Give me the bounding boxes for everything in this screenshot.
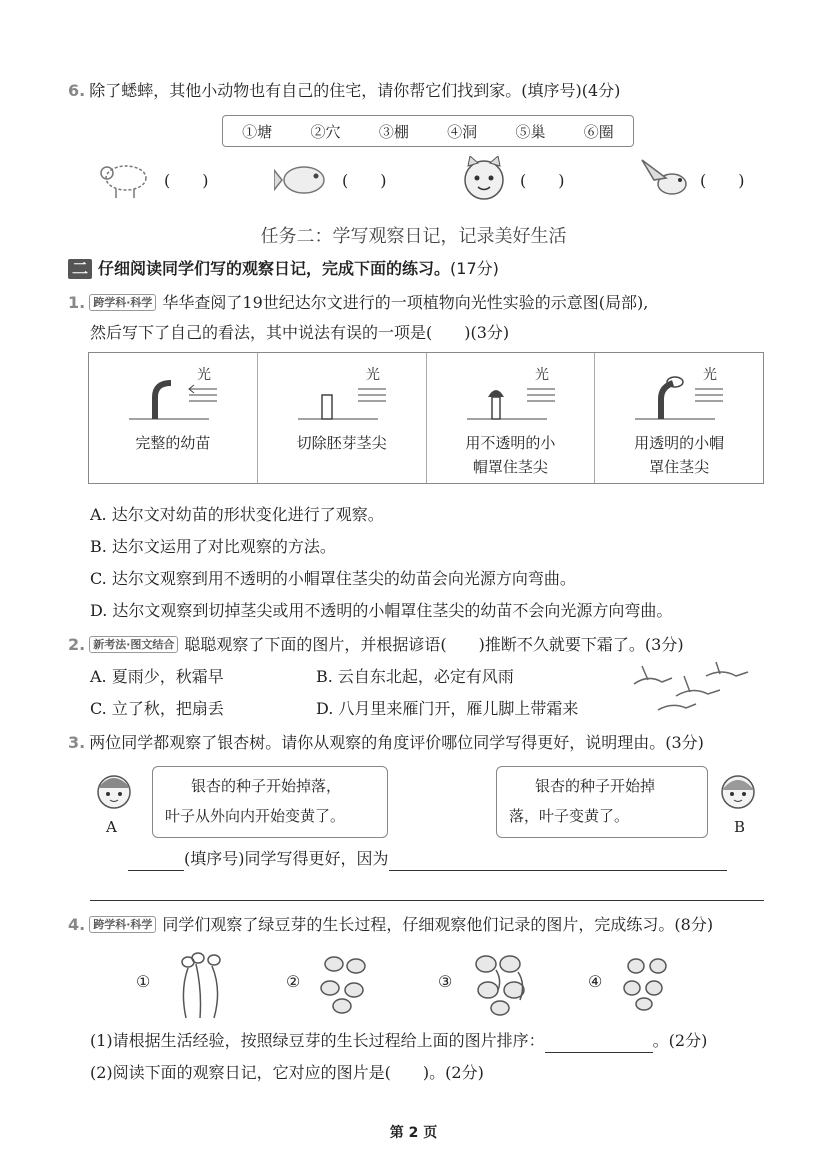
- question-text: 除了蟋蟀，其他小动物也有自己的住宅，请你帮它们找到家。(填序号)(4分): [89, 81, 621, 100]
- bean-sprout-4-icon: [618, 952, 678, 1012]
- s2q2-prompt: [68, 634, 684, 656]
- s2q4-prompt: [68, 914, 713, 936]
- image-label: ①: [136, 972, 151, 991]
- label-b: B: [734, 818, 746, 836]
- q6-prompt: [68, 80, 620, 102]
- speech-bubble-b: [496, 766, 708, 838]
- tiger-icon: [456, 156, 512, 202]
- panel-caption: 切除胚芽茎尖: [296, 434, 387, 452]
- panel-caption: 完整的幼苗: [135, 434, 211, 452]
- experiment-panel: [427, 353, 596, 483]
- option-d: D. 八月里来雁门开，雁儿脚上带霜来: [316, 699, 579, 718]
- seedling-opaque-cap-icon: [457, 361, 567, 427]
- answer-blank[interactable]: [545, 1030, 653, 1053]
- bubble-b-line2: 落，叶子变黄了。: [509, 807, 630, 825]
- image-label: ②: [286, 972, 301, 991]
- question-text: 聪聪观察了下面的图片，并根据谚语( )推断不久就要下霜了。(3分): [184, 635, 684, 654]
- seedling-clear-cap-icon: [625, 361, 735, 427]
- girl-a-avatar: [92, 768, 136, 818]
- option-b: B. 云自东北起，必定有风雨: [316, 667, 514, 686]
- fish-icon: [274, 156, 334, 202]
- s2q4-sub1: [90, 1030, 707, 1053]
- question-number: 6.: [68, 81, 86, 100]
- section-title: 仔细阅读同学们写的观察日记，完成下面的练习。: [98, 259, 451, 278]
- image-label: ③: [438, 972, 453, 991]
- answer-blank[interactable]: [128, 848, 184, 871]
- experiment-diagram: [88, 352, 764, 484]
- option: ⑥圈: [583, 122, 614, 141]
- sub-question-text: (1)请根据生活经验，按照绿豆芽的生长过程给上面的图片排序：: [90, 1031, 545, 1050]
- subject-tag: 跨学科·科学: [89, 294, 156, 311]
- s2q1-line2: 然后写下了自己的看法，其中说法有误的一项是( )(3分): [90, 323, 510, 342]
- option-a: A. 达尔文对幼苗的形状变化进行了观察。: [90, 505, 384, 524]
- answer-blank[interactable]: [389, 848, 727, 871]
- question-number: 3.: [68, 733, 86, 752]
- bird-icon: [636, 156, 694, 202]
- question-text: 两位同学都观察了银杏树。请你从观察的角度评价哪位同学写得更好，说明理由。(3分): [89, 733, 704, 752]
- bean-sprout-3-icon: [468, 950, 538, 1018]
- svg-text:光: 光: [534, 367, 549, 383]
- section-score: (17分): [450, 259, 499, 278]
- option: ③棚: [378, 122, 409, 141]
- speech-bubble-a: [152, 766, 388, 838]
- answer-line[interactable]: [90, 900, 764, 901]
- answer-text: (填序号)同学写得更好，因为: [184, 849, 389, 868]
- option-box: [222, 115, 634, 147]
- answer-paren[interactable]: ( ): [342, 171, 387, 190]
- question-number: 1.: [68, 293, 86, 312]
- option: ①塘: [242, 122, 273, 141]
- bubble-a-line2: 叶子从外向内开始变黄了。: [165, 807, 346, 825]
- page-number: 第 2 页: [389, 1125, 438, 1141]
- label-a: A: [106, 818, 117, 836]
- sheep-icon: [96, 156, 152, 202]
- option: ④洞: [447, 122, 478, 141]
- svg-text:光: 光: [703, 367, 718, 383]
- experiment-panel: [595, 353, 763, 483]
- girl-b-avatar: [716, 768, 760, 818]
- subject-tag: 新考法·图文结合: [89, 636, 178, 653]
- option-c: C. 达尔文观察到用不透明的小帽罩住茎尖的幼苗会向光源方向弯曲。: [90, 569, 576, 588]
- bean-sprout-1-icon: [166, 950, 236, 1020]
- section-header: [68, 258, 499, 280]
- option: ②穴: [310, 122, 341, 141]
- question-number: 2.: [68, 635, 86, 654]
- option-d: D. 达尔文观察到切掉茎尖或用不透明的小帽罩住茎尖的幼苗不会向光源方向弯曲。: [90, 601, 673, 620]
- s2q3-answer-line: [128, 848, 727, 871]
- s2q4-sub2: (2)阅读下面的观察日记，它对应的图片是( )。(2分): [90, 1063, 484, 1082]
- s2q3-prompt: [68, 732, 704, 754]
- light-label: 光: [197, 367, 211, 383]
- question-number: 4.: [68, 915, 86, 934]
- svg-text:光: 光: [365, 367, 380, 383]
- subject-tag: 跨学科·科学: [89, 916, 156, 933]
- experiment-panel: [89, 353, 258, 483]
- answer-paren[interactable]: ( ): [164, 171, 209, 190]
- option: ⑤巢: [515, 122, 546, 141]
- bean-sprout-2-icon: [316, 950, 376, 1016]
- experiment-panel: [258, 353, 427, 483]
- option-b: B. 达尔文运用了对比观察的方法。: [90, 537, 336, 556]
- s2q1-line1: [68, 292, 648, 314]
- seedling-cut-icon: [288, 361, 398, 427]
- sub-question-score: 。(2分): [652, 1031, 708, 1050]
- question-text: 华华查阅了19世纪达尔文进行的一项植物向光性实验的示意图(局部),: [162, 293, 649, 312]
- task-title: 任务二：学写观察日记，记录美好生活: [260, 226, 567, 247]
- answer-paren[interactable]: ( ): [700, 171, 745, 190]
- bubble-a-line1: 银杏的种子开始掉落，: [191, 777, 342, 795]
- seedling-whole-icon: [119, 361, 229, 427]
- answer-paren[interactable]: ( ): [520, 171, 565, 190]
- option-c: C. 立了秋，把扇丢: [90, 699, 224, 718]
- bubble-b-line1: 银杏的种子开始掉: [535, 777, 656, 795]
- image-label: ④: [588, 972, 603, 991]
- panel-caption: 用透明的小帽 罩住茎尖: [634, 434, 725, 476]
- geese-icon: [628, 660, 760, 720]
- option-a: A. 夏雨少，秋霜早: [90, 667, 224, 686]
- panel-caption: 用不透明的小 帽罩住茎尖: [465, 434, 556, 476]
- section-badge: 二: [68, 259, 92, 279]
- question-text: 同学们观察了绿豆芽的生长过程，仔细观察他们记录的图片，完成练习。(8分): [162, 915, 714, 934]
